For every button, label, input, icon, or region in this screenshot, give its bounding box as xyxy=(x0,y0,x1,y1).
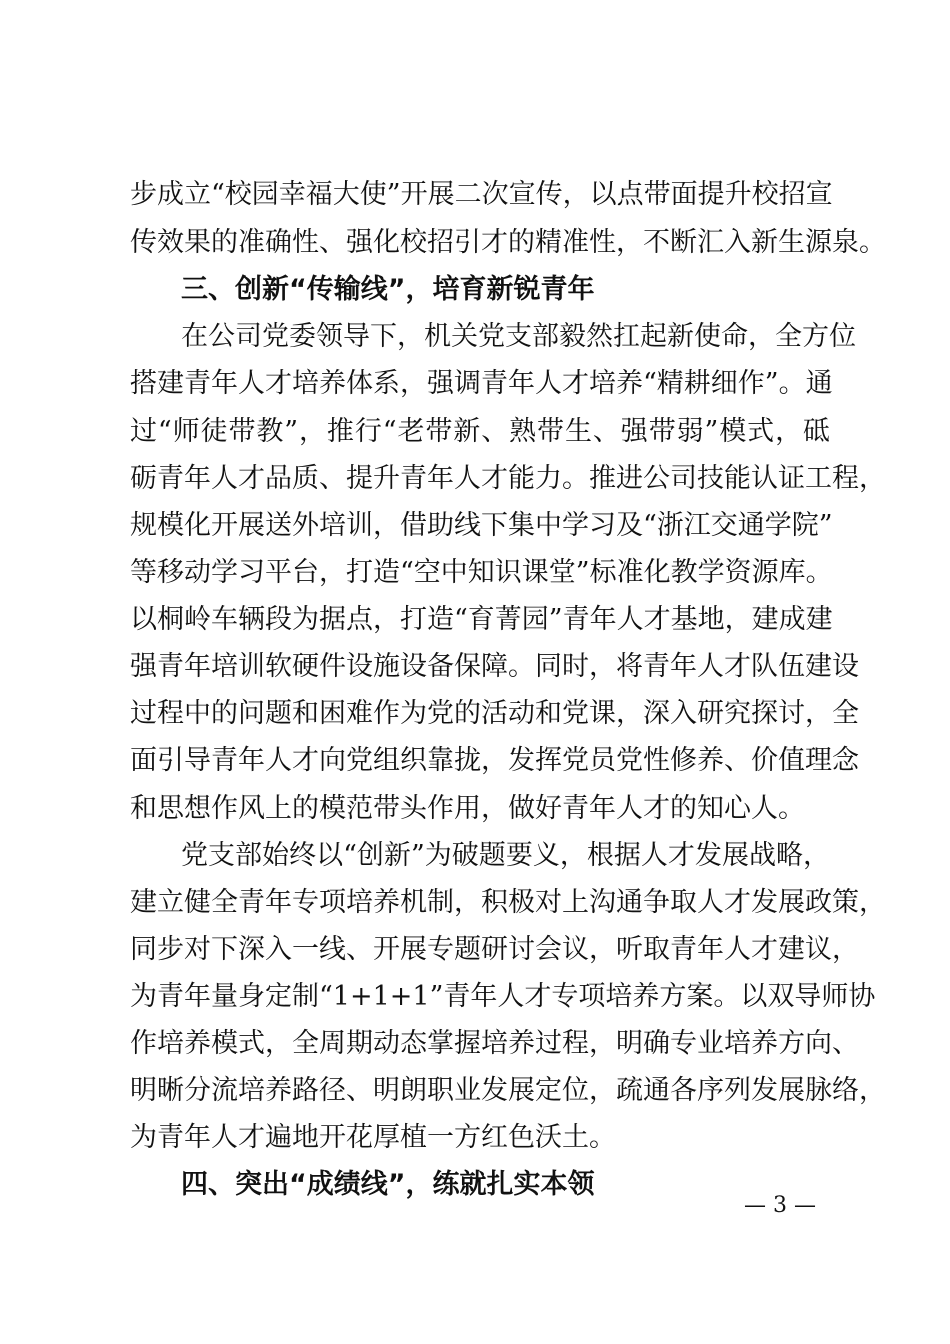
section-heading: 三、创新“传输线”，培育新锐青年 xyxy=(181,274,595,305)
paragraph-line: 在公司党委领导下，机关党支部毅然扛起新使命，全方位 xyxy=(181,321,856,352)
paragraph-line: 和思想作风上的模范带头作用，做好青年人才的知心人。 xyxy=(130,793,805,824)
paragraph-line: 传效果的准确性、强化校招引才的精准性，不断汇入新生源泉。 xyxy=(130,227,886,258)
paragraph-line: 砺青年人才品质、提升青年人才能力。推进公司技能认证工程， xyxy=(130,463,886,494)
paragraph-line: 为青年人才遍地开花厚植一方红色沃土。 xyxy=(130,1122,616,1153)
paragraph-line: 明晰分流培养路径、明朗职业发展定位，疏通各序列发展脉络， xyxy=(130,1075,886,1106)
paragraph-line: 建立健全青年专项培养机制，积极对上沟通争取人才发展政策， xyxy=(130,887,886,918)
page-number: — 3 — xyxy=(744,1193,816,1218)
paragraph-line: 步成立“校园幸福大使”开展二次宣传，以点带面提升校招宣 xyxy=(130,179,833,210)
section-heading: 四、突出“成绩线”，练就扎实本领 xyxy=(181,1169,595,1200)
paragraph-line: 规模化开展送外培训，借助线下集中学习及“浙江交通学院” xyxy=(130,510,833,541)
paragraph-line: 作培养模式，全周期动态掌握培养过程，明确专业培养方向、 xyxy=(130,1028,859,1059)
paragraph-line: 面引导青年人才向党组织靠拢，发挥党员党性修养、价值理念 xyxy=(130,745,859,776)
paragraph-line: 党支部始终以“创新”为破题要义，根据人才发展战略， xyxy=(181,840,830,871)
paragraph-line: 过程中的问题和困难作为党的活动和党课，深入研究探讨，全 xyxy=(130,698,859,729)
paragraph-line: 同步对下深入一线、开展专题研讨会议，听取青年人才建议， xyxy=(130,934,859,965)
paragraph-line: 为青年量身定制“1+1+1”青年人才专项培养方案。以双导师协 xyxy=(130,981,876,1012)
paragraph-line: 等移动学习平台，打造“空中知识课堂”标准化教学资源库。 xyxy=(130,557,833,588)
paragraph-line: 过“师徒带教”，推行“老带新、熟带生、强带弱”模式，砥 xyxy=(130,416,830,447)
paragraph-line: 搭建青年人才培养体系，强调青年人才培养“精耕细作”。通 xyxy=(130,368,833,399)
paragraph-line: 强青年培训软硬件设施设备保障。同时，将青年人才队伍建设 xyxy=(130,651,859,682)
paragraph-line: 以桐岭车辆段为据点，打造“育菁园”青年人才基地，建成建 xyxy=(130,604,833,635)
